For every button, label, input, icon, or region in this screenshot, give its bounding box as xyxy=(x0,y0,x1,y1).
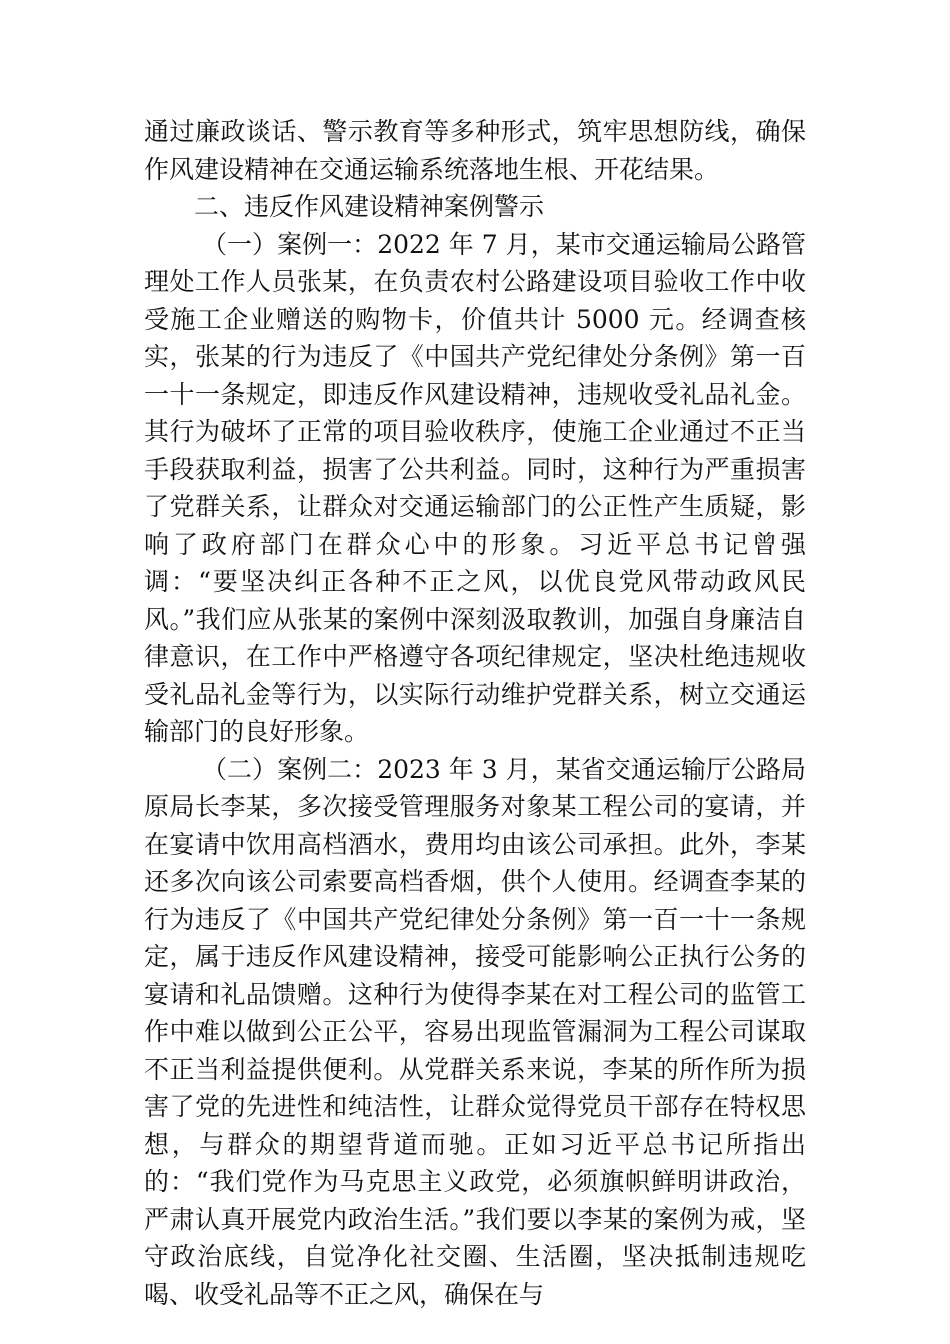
paragraph-continuation: 通过廉政谈话、警示教育等多种形式，筑牢思想防线，确保作风建设精神在交通运输系统落地生根、开花结果。 xyxy=(144,117,806,184)
document-body xyxy=(144,113,806,1313)
paragraph-case-two: （二）案例二：2023 年 3 月，某省交通运输厅公路局原局长李某，多次接受管理服务对象某工程公司的宴请，并在宴请中饮用高档酒水，费用均由该公司承担。此外，李某还多次向该公司索要高档香烟，供个人使用。经调查李某的行为违反了《中国共产党纪律处分条例》第一百一十一条规定，属于违反作风建设精神，接受可能影响公正执行公务的宴请和礼品馈赠。这种行为使得李某在对工程公司的监管工作中难以做到公正公平，容易出现监管漏洞为工程公司谋取不正当利益提供便利。从党群关系来说，李某的所作所为损害了党的先进性和纯洁性，让群众觉得党员干部存在特权思想，与群众的期望背道而驰。正如习近平总书记所指出的：“我们党作为马克思主义政党，必须旗帜鲜明讲政治，严肃认真开展党内政治生活。”我们要以李某的案例为戒，坚守政治底线，自觉净化社交圈、生活圈，坚决抵制违规吃喝、收受礼品等不正之风，确保在与 xyxy=(144,754,806,1309)
paragraph-case-one: （一）案例一：2022 年 7 月，某市交通运输局公路管理处工作人员张某，在负责农村公路建设项目验收工作中收受施工企业赠送的购物卡，价值共计 5000 元。经调查核实，张某的行为违反了《中国共产党纪律处分条例》第一百一十一条规定，即违反作风建设精神，违规收受礼品礼金。其行为破坏了正常的项目验收秩序，使施工企业通过不正当手段获取利益，损害了公共利益。同时，这种行为严重损害了党群关系，让群众对交通运输部门的公正性产生质疑，影响了政府部门在群众心中的形象。习近平总书记曾强调：“要坚决纠正各种不正之风，以优良党风带动政风民风。”我们应从张某的案例中深刻汲取教训，加强自身廉洁自律意识，在工作中严格遵守各项纪律规定，坚决杜绝违规收受礼品礼金等行为，以实际行动维护党群关系，树立交通运输部门的良好形象。 xyxy=(144,229,806,746)
section-heading: 二、违反作风建设精神案例警示 xyxy=(194,192,545,221)
